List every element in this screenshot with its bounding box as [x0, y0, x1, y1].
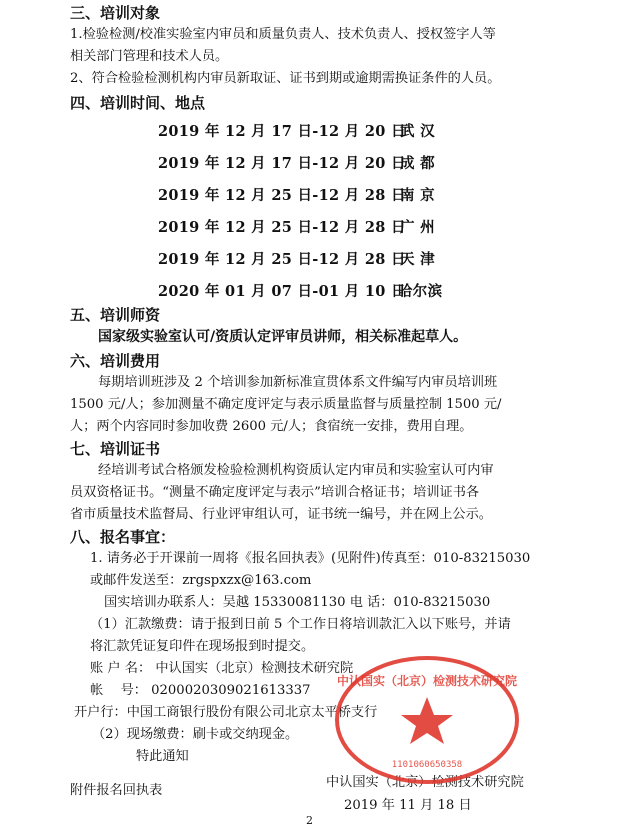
account-name: 账 户 名： 中认国实（北京）检测技术研究院 [90, 661, 354, 676]
schedule-city: 武 汉 [400, 123, 435, 140]
schedule-dates: 2020 年 01 月 07 日-01 月 10 日 [158, 283, 406, 300]
registration-contact-line: 国实培训办联系人：吴越 15330081130 电 话：010-83215030 [104, 595, 491, 610]
certificate-line-1: 经培训考试合格颁发检验检测机构资质认定内审员和实验室认可内审 [98, 463, 494, 478]
schedule-city: 广 州 [400, 219, 435, 236]
bank-name: 开户行：中国工商银行股份有限公司北京太平桥支行 [74, 705, 378, 720]
transfer-payment-line-1: （1）汇款缴费：请于报到日前 5 个工作日将培训款汇入以下账号，并请 [90, 617, 511, 632]
schedule-city: 天 津 [400, 251, 435, 268]
fees-line-3: 人；两个内容同时参加收费 2600 元/人；食宿统一安排，费用自理。 [70, 419, 473, 434]
onsite-payment-line: （2）现场缴费：刷卡或交纳现金。 [92, 727, 299, 742]
section-heading-trainees: 三、培训对象 [70, 4, 161, 22]
svg-text:中认国实（北京）检测技术研究院: 中认国实（北京）检测技术研究院 [336, 674, 518, 688]
page-number: 2 [306, 814, 313, 827]
section-heading-registration: 八、报名事宜： [70, 528, 176, 546]
transfer-payment-line-2: 将汇款凭证复印件在现场报到时提交。 [90, 639, 315, 654]
section-heading-instructors: 五、培训师资 [70, 306, 161, 324]
account-number: 帐 号： 0200020309021613337 [90, 683, 311, 698]
trainees-line-1: 1.检验检测/校准实验室内审员和质量负责人、技术负责人、授权签字人等 [70, 27, 496, 42]
official-seal-stamp [332, 655, 522, 785]
attachment-note: 附件报名回执表 [70, 783, 163, 798]
certificate-line-3: 省市质量技术监督局、行业评审组认可，证书统一编号，并在网上公示。 [70, 507, 492, 522]
fees-line-2: 1500 元/人；参加测量不确定度评定与表示质量监督与质量控制 1500 元/ [70, 397, 502, 412]
schedule-dates: 2019 年 12 月 17 日-12 月 20 日 [158, 123, 406, 140]
svg-text:1101060650358: 1101060650358 [391, 760, 463, 770]
registration-email-line: 或邮件发送至：zrgspxzx@163.com [90, 573, 312, 588]
section-heading-schedule: 四、培训时间、地点 [70, 94, 206, 112]
schedule-dates: 2019 年 12 月 25 日-12 月 28 日 [158, 187, 406, 204]
schedule-dates: 2019 年 12 月 17 日-12 月 20 日 [158, 155, 406, 172]
fees-line-1: 每期培训班涉及 2 个培训参加新标准宣贯体系文件编写内审员培训班 [98, 375, 498, 390]
certificate-line-2: 员双资格证书。“测量不确定度评定与表示”培训合格证书；培训证书各 [70, 485, 480, 500]
signature-date: 2019 年 11 月 18 日 [344, 798, 472, 813]
registration-line-1: 1. 请务必于开课前一周将《报名回执表》(见附件)传真至：010-83215030 [90, 551, 531, 566]
schedule-dates: 2019 年 12 月 25 日-12 月 28 日 [158, 251, 406, 268]
notice-text: 特此通知 [136, 749, 189, 764]
signature-org: 中认国实（北京）检测技术研究院 [326, 775, 524, 790]
instructors-line: 国家级实验室认可/资质认定评审员讲师，相关标准起草人。 [98, 329, 468, 345]
schedule-city: 哈尔滨 [398, 283, 443, 300]
section-heading-fees: 六、培训费用 [70, 352, 161, 370]
trainees-line-2: 相关部门管理和技术人员。 [70, 49, 229, 64]
schedule-city: 成 都 [400, 155, 435, 172]
section-heading-certificate: 七、培训证书 [70, 440, 161, 458]
trainees-line-3: 2、符合检验检测机构内审员新取证、证书到期或逾期需换证条件的人员。 [70, 71, 501, 86]
schedule-city: 南 京 [400, 187, 435, 204]
schedule-dates: 2019 年 12 月 25 日-12 月 28 日 [158, 219, 406, 236]
